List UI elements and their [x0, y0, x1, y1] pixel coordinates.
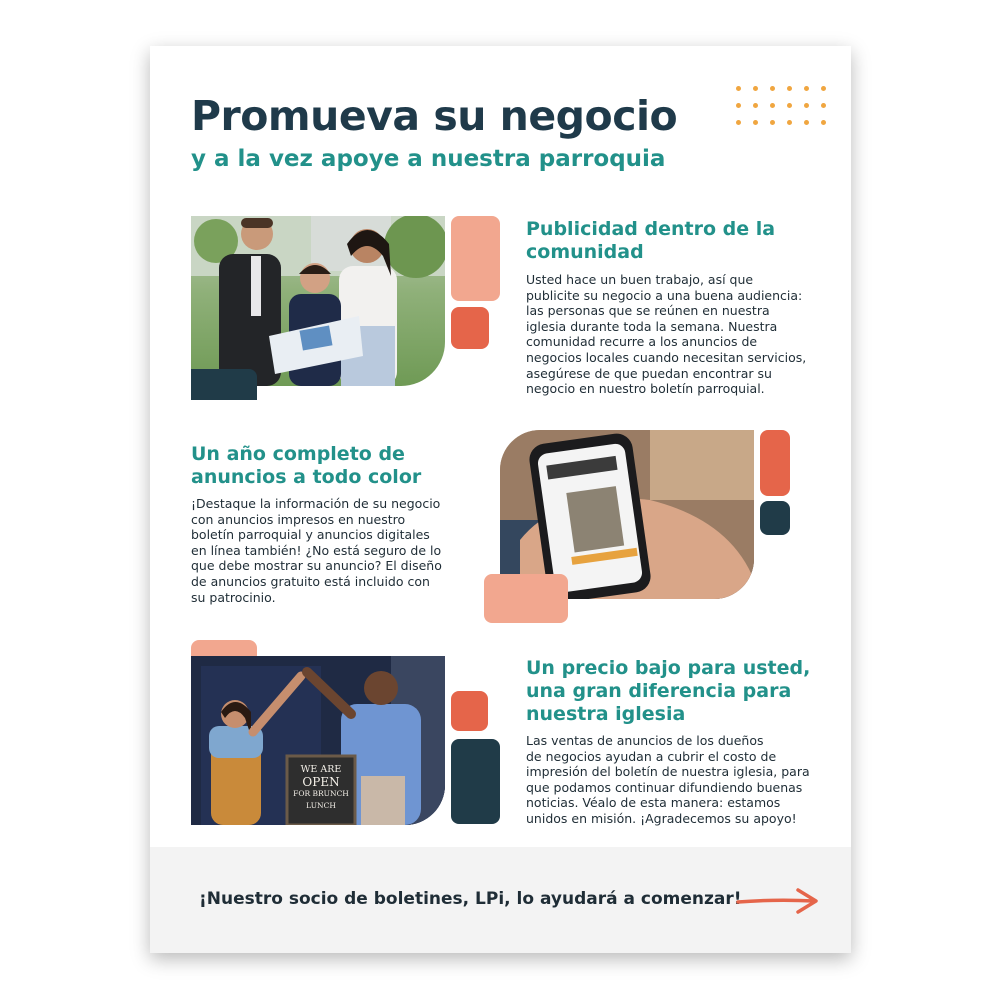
- peach-block-decoration: [451, 216, 500, 301]
- section-1-heading: Publicidad dentro de la comunidad: [526, 218, 776, 263]
- coral-block-decoration: [451, 307, 489, 349]
- section-1-body: Usted hace un buen trabajo, así que publicite su negocio a una buena audiencia: las personas que se reúnen en nuestra iglesia durante toda la semana. Nuestra comunidad recurre a los anuncios de negocios locales cuando necesitan servicios, asegúrese de que puedan encontrar su negocio en nuestro boletín parroquial.: [526, 272, 807, 397]
- section-3-body: Las ventas de anuncios de los dueños de negocios ayudan a cubrir el costo de impresión del boletín de nuestra iglesia, para que podamos continuar difundiendo buenas noticias. Véalo de esta manera: estamos unidos en misión. ¡Agradecemos su apoyo!: [526, 733, 810, 826]
- page-title: Promueva su negocio: [191, 92, 678, 140]
- family-reading-bulletin-photo: [191, 216, 445, 386]
- navy-block-decoration: [760, 501, 790, 535]
- navy-block-decoration: [191, 369, 257, 400]
- coral-block-decoration: [451, 691, 488, 731]
- section-2-body: ¡Destaque la información de su negocio con anuncios impresos en nuestro boletín parroquial y anuncios digitales en línea también! ¿No está seguro de lo que debe mostrar su anuncio? El diseño de anuncios gratuito está incluido con su patrocinio.: [191, 496, 442, 605]
- section-2-heading: Un año completo de anuncios a todo color: [191, 443, 422, 488]
- navy-block-decoration: [451, 739, 500, 824]
- footer-cta-text: ¡Nuestro socio de boletines, LPi, lo ayudará a comenzar!: [199, 889, 742, 909]
- open-sign: WE ARE OPEN FOR BRUNCH LUNCH: [293, 764, 349, 810]
- flyer-page: [150, 46, 851, 953]
- section-3-heading: Un precio bajo para usted, una gran diferencia para nuestra iglesia: [526, 657, 811, 725]
- page-subtitle: y a la vez apoye a nuestra parroquia: [191, 146, 666, 172]
- right-arrow-icon: [736, 886, 820, 916]
- dot-grid-decoration: [736, 86, 840, 166]
- shop-owners-high-five-photo: [191, 656, 445, 825]
- coral-block-decoration: [760, 430, 790, 496]
- peach-block-decoration: [484, 574, 568, 623]
